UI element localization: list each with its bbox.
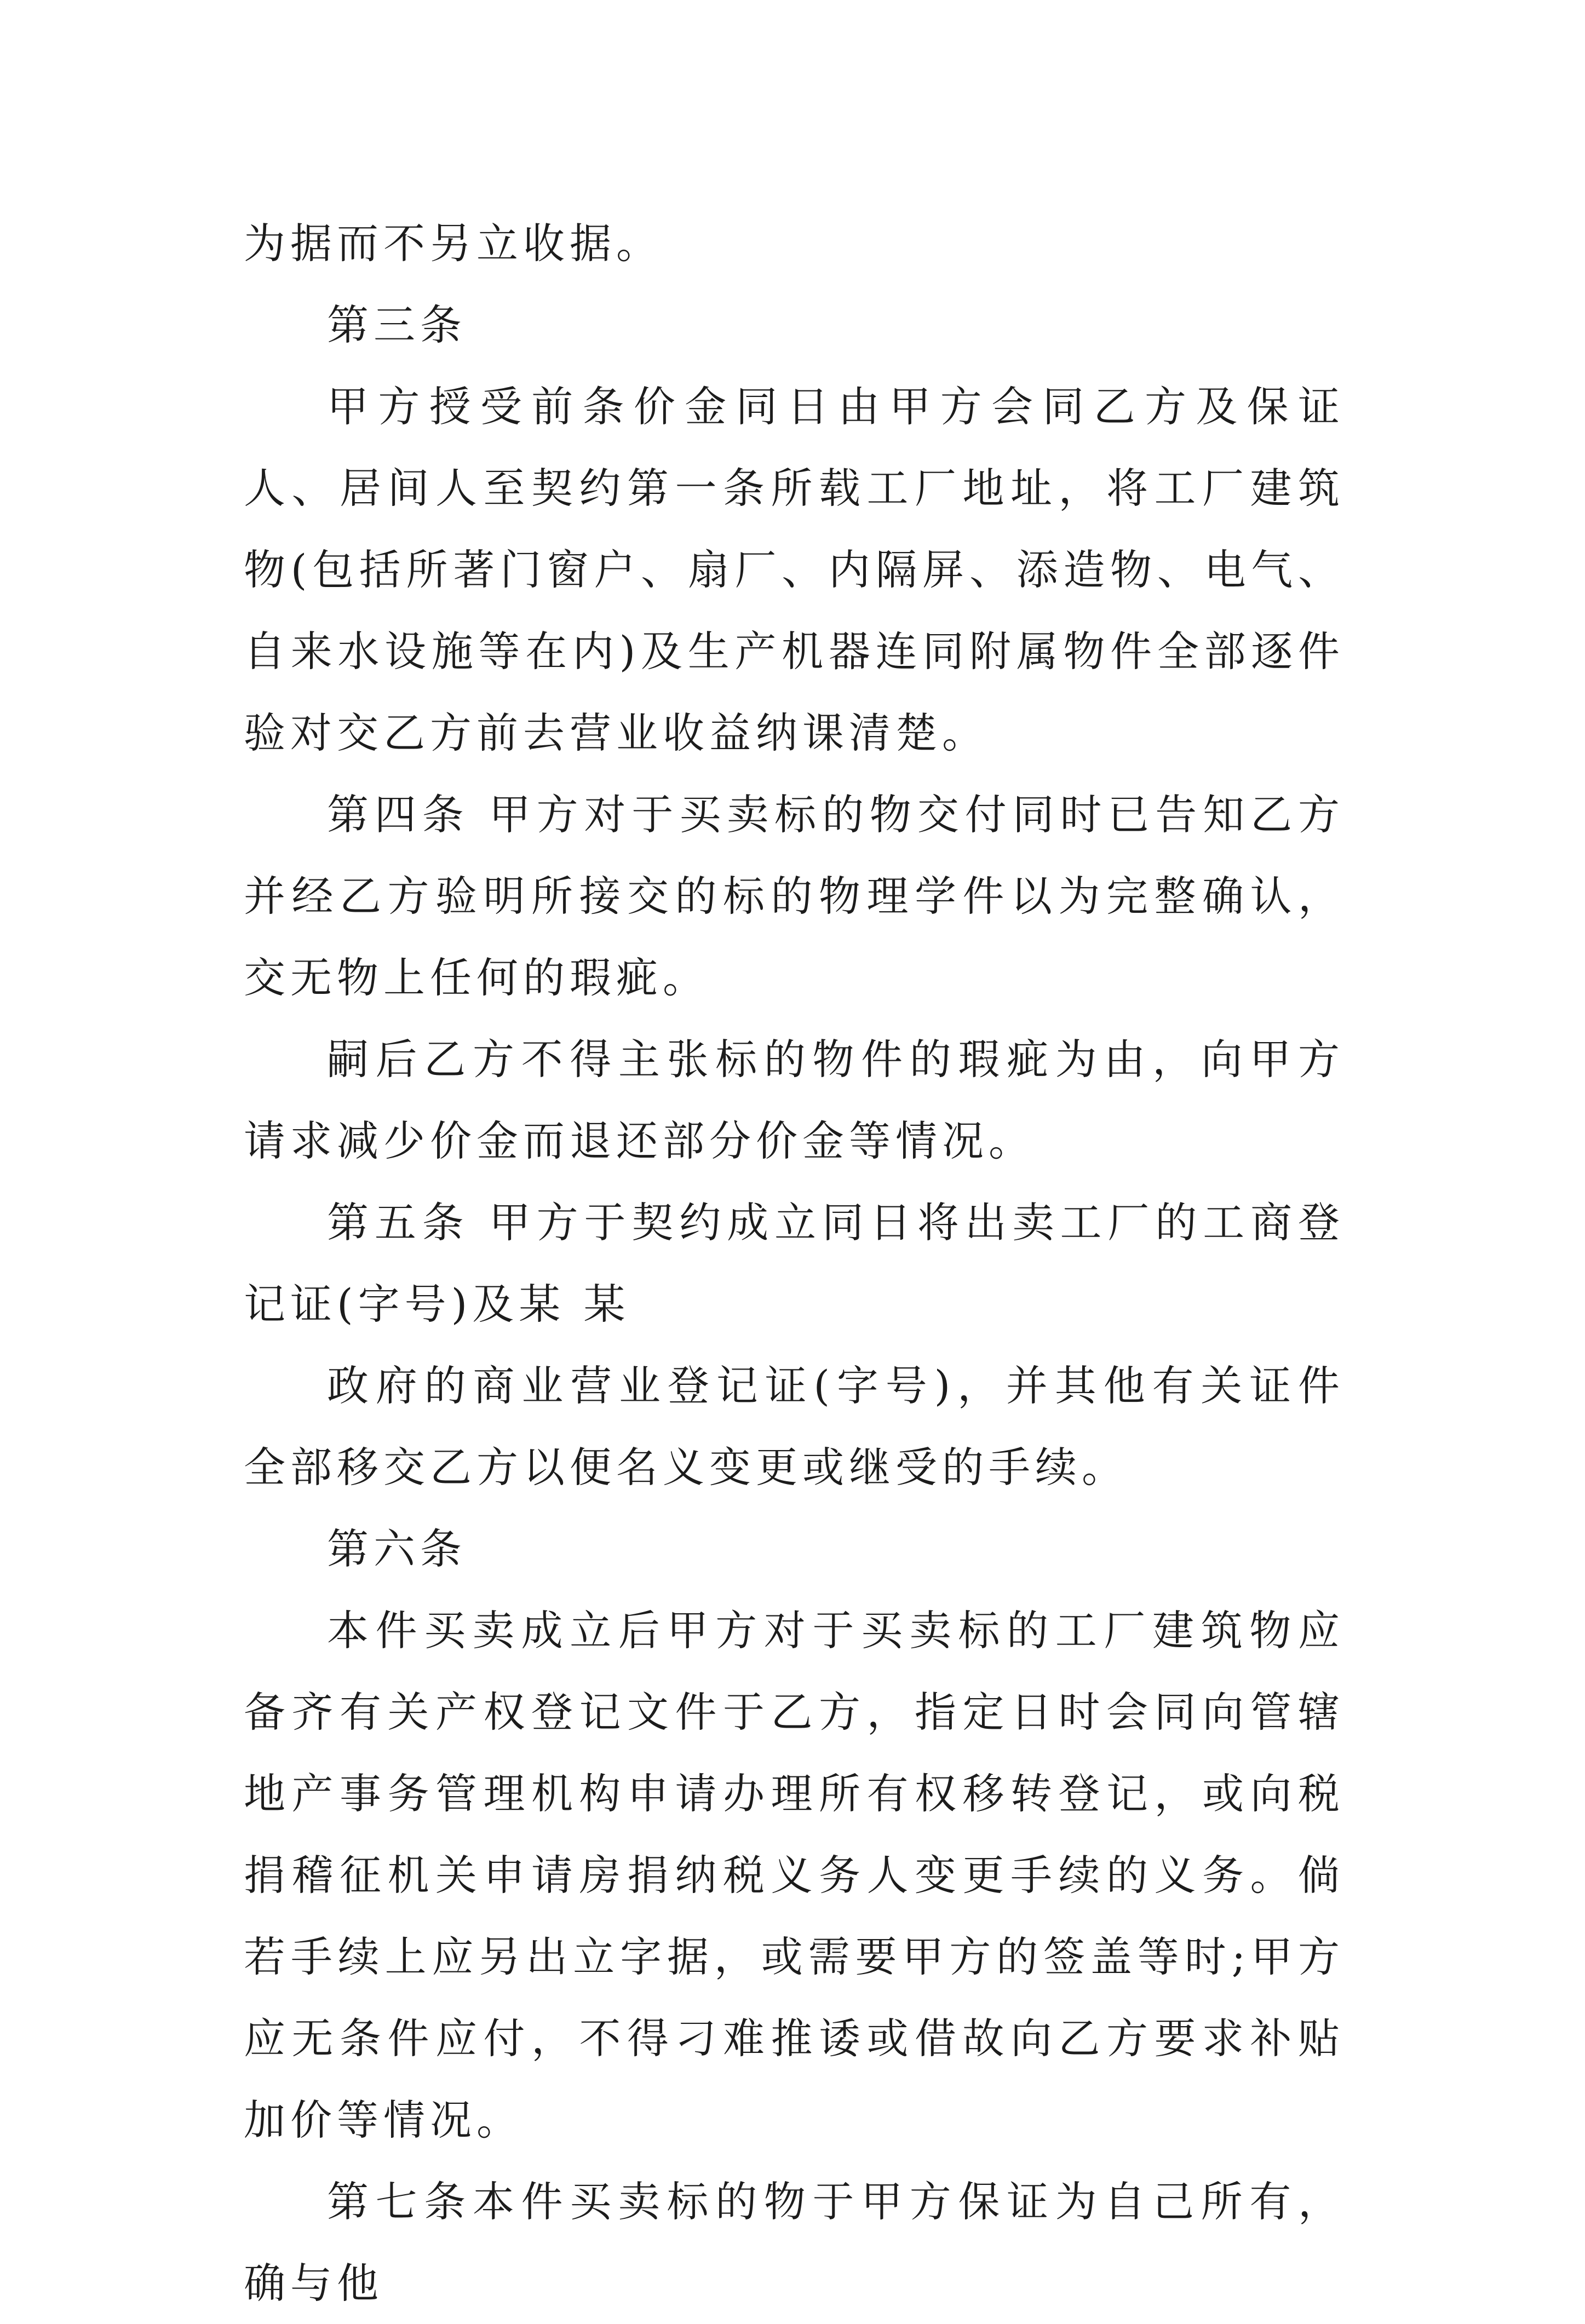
- article-7: 第七条本件买卖标的物于甲方保证为自己所有，确与他: [244, 2177, 1345, 2308]
- article-5-continuation: 政府的商业营业登记证(字号)，并其他有关证件全部移交乙方以便名义变更或继受的手续。: [244, 1361, 1345, 1492]
- article-3-heading: 第三条: [327, 301, 467, 349]
- article-3-body: 甲方授受前条价金同日由甲方会同乙方及保证人、居间人至契约第一条所载工厂地址，将工厂建筑物(包括所著门窗户、扇厂、内隔屏、添造物、电气、自来水设施等在内)及生产机器连同附属物件全部逐件验对交乙方前去营业收益纳课清楚。: [244, 382, 1345, 757]
- paragraph-receipt-clause: 为据而不另立收据。: [244, 219, 663, 268]
- article-4-continuation: 嗣后乙方不得主张标的物件的瑕疵为由，向甲方请求减少价金而退还部分价金等情况。: [244, 1035, 1345, 1165]
- article-6-heading: 第六条: [327, 1525, 467, 1573]
- article-6-body: 本件买卖成立后甲方对于买卖标的工厂建筑物应备齐有关产权登记文件于乙方，指定日时会同向管辖地产事务管理机构申请办理所有权移转登记，或向税捐稽征机关申请房捐纳税义务人变更手续的义务。倘若手续上应另出立字据，或需要甲方的签盖等时;甲方应无条件应付，不得刁难推诿或借故向乙方要求补贴加价等情况。: [244, 1606, 1345, 2144]
- article-4: 第四条 甲方对于买卖标的物交付同时已告知乙方并经乙方验明所接交的标的物理学件以为完整确认，交无物上任何的瑕疵。: [244, 790, 1345, 1002]
- article-5: 第五条 甲方于契约成立同日将出卖工厂的工商登记证(字号)及某 某: [244, 1198, 1345, 1328]
- document-body: [244, 203, 1345, 2324]
